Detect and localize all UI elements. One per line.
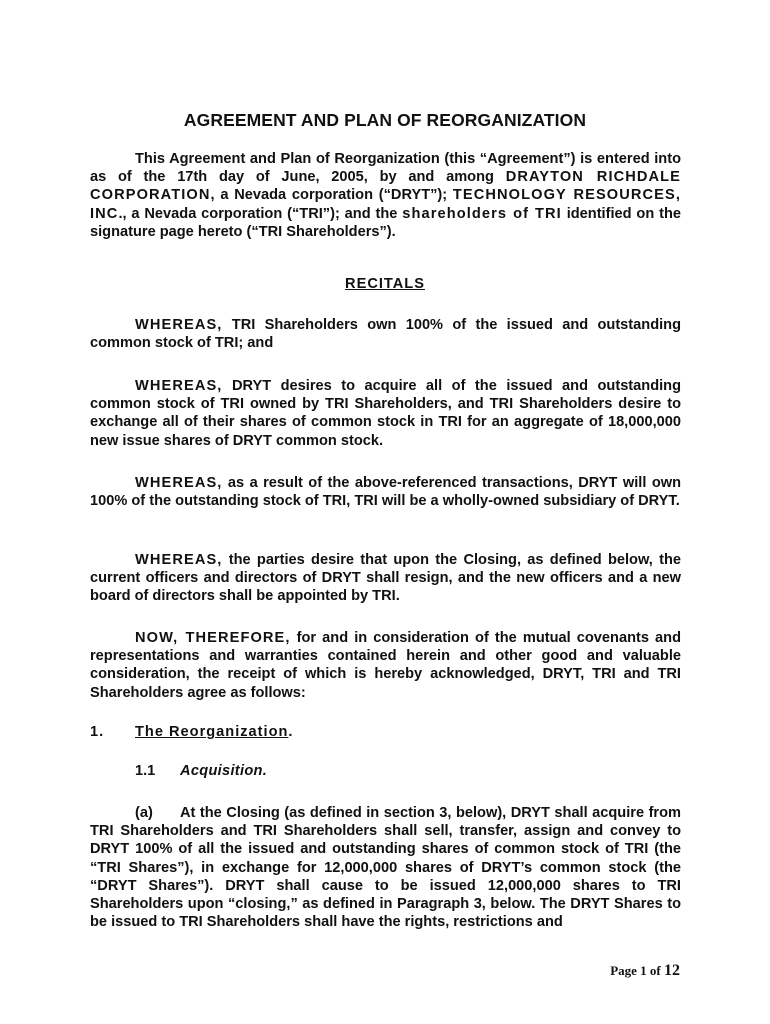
page-prefix: Page xyxy=(610,963,641,978)
clause-a-paragraph xyxy=(90,804,681,931)
page-total: 12 xyxy=(664,962,680,979)
intro-text-2: , a Nevada corporation (“DRYT”); xyxy=(210,187,453,204)
recital-lead: WHEREAS, xyxy=(135,552,223,568)
page-current: 1 xyxy=(640,963,647,978)
section-1-heading xyxy=(90,724,293,740)
page-of: of xyxy=(646,963,664,978)
recital-text: the parties desire that upon the Closing, as defined below, the current officers and directors of DRYT shall resign, and the new officers and a new board of directors shall be appointed by TRI. xyxy=(90,552,681,605)
clause-text: At the Closing (as defined in section 3, below), DRYT shall acquire from TRI Shareholders and TRI Shareholders shall sell, transfer, assign and convey to DRYT 100% of all the issued and outstanding shares of common stock of TRI (the “TRI Shares”), in exchange for 12,000,000 shares of DRYT’s common stock (the “DRYT Shares”). DRYT shall cause to be issued 12,000,000 shares to TRI Shareholders upon “closing,” as defined in Paragraph 3, below. The DRYT Shares to be issued to TRI Shareholders shall have the rights, restrictions and xyxy=(90,805,681,931)
recital-paragraph xyxy=(90,629,681,702)
recital-lead: WHEREAS, xyxy=(135,317,223,333)
tri-party-name: TECHNOLOGY RESOURCES, INC xyxy=(90,187,681,222)
section-label: The Reorganization xyxy=(135,724,289,740)
recital-lead: WHEREAS, xyxy=(135,475,223,491)
recital-text: for and in consideration of the mutual covenants and representations and warranties contained herein and other good and valuable consideration, the receipt of which is hereby acknowledged, DRYT, TRI and TRI Shareholders agree as follows: xyxy=(90,630,681,701)
recital-text: TRI Shareholders own 100% of the issued and outstanding common stock of TRI; and xyxy=(90,317,681,352)
subsection-label: Acquisition. xyxy=(180,763,268,779)
recital-paragraph xyxy=(90,377,681,450)
recital-paragraph xyxy=(90,316,681,352)
page-footer xyxy=(610,962,680,980)
document-title: AGREEMENT AND PLAN OF REORGANIZATION xyxy=(183,110,587,130)
section-number: 1. xyxy=(90,724,105,740)
section-1-1-heading xyxy=(135,763,267,779)
shareholders-party-name: shareholders of TRI xyxy=(402,205,562,222)
recital-text: as a result of the above-referenced transactions, DRYT will own 100% of the outstanding stock of TRI, TRI will be a wholly-owned subsidiary of DRYT. xyxy=(90,475,681,510)
recital-lead: WHEREAS, xyxy=(135,378,223,394)
recital-lead: NOW, THEREFORE, xyxy=(135,630,291,646)
recital-paragraph xyxy=(90,474,681,510)
recital-text: DRYT desires to acquire all of the issued and outstanding common stock of TRI owned by TRI Shareholders, and TRI Shareholders desire to exchange all of their shares of common stock in TRI for an aggregate of 18,000,000 new issue shares of DRYT common stock. xyxy=(90,378,681,449)
recital-paragraph xyxy=(90,551,681,606)
intro-paragraph xyxy=(90,150,681,241)
subsection-number: 1.1 xyxy=(135,763,156,779)
intro-text-3: ., a Nevada corporation (“TRI”); and the xyxy=(118,205,403,222)
section-punct: . xyxy=(288,724,294,740)
recitals-heading: RECITALS xyxy=(345,276,425,292)
clause-marker: (a) xyxy=(135,805,153,821)
dryt-party-name: DRAYTON RICHDALE CORPORATION xyxy=(90,169,682,204)
intro-text-1: This Agreement and Plan of Reorganization (this “Agreement”) is entered into as of the 17th day of June, 2005, by and among xyxy=(90,151,681,186)
intro-text-4: identified on the signature page hereto (“TRI Shareholders”). xyxy=(90,205,682,240)
